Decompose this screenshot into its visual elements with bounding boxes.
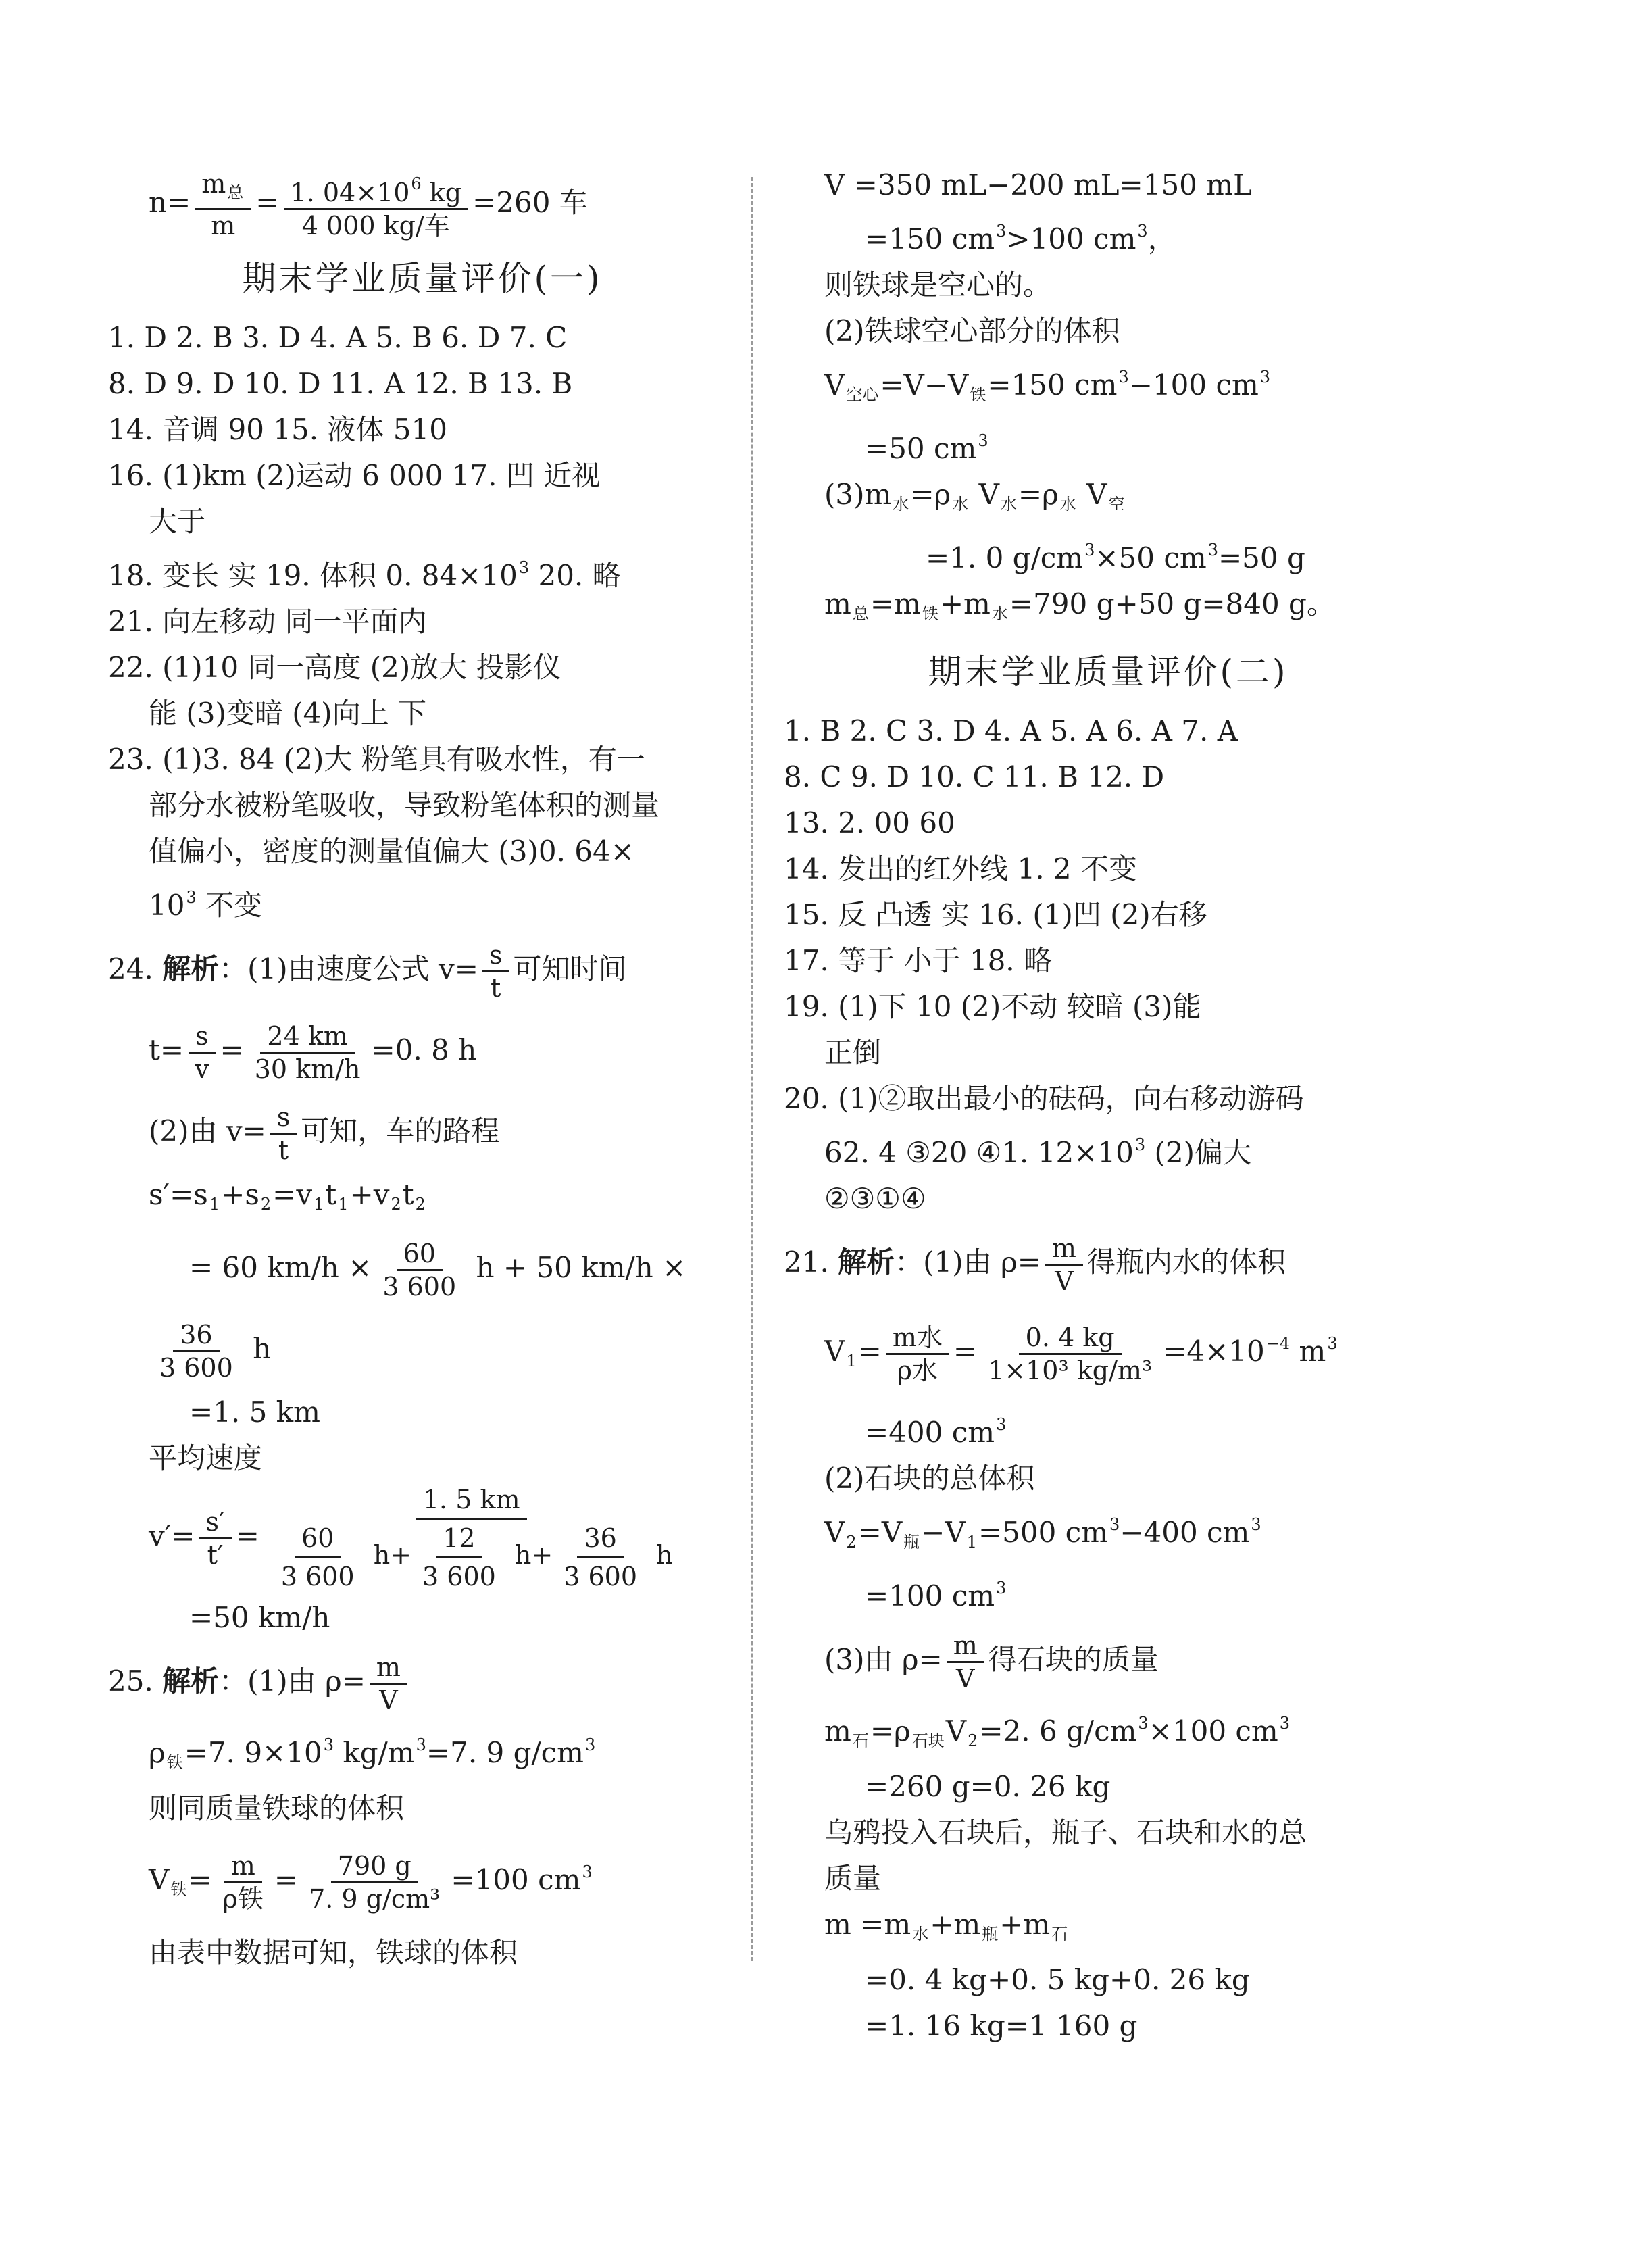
total-mass-label-cont: 质量 <box>824 1862 882 1895</box>
formula-distance: $s'=s_1+s_2=v_1t_1+v_2t_2$ <box>149 1178 426 1214</box>
total-mass: $m_总=m_铁+m_水=790$ g+50 g=840 g。 <box>824 587 1335 623</box>
answers-16-17: 16. (1)km (2)运动 6 000 17. 凹 近视 <box>108 459 601 492</box>
stone-volume-label: (2)石块的总体积 <box>824 1462 1035 1495</box>
formula-water-mass: $(3)m_水=\rho_水$ $V_水=\rho_水$ $V_空$ <box>824 478 1125 514</box>
formula-distance-calc-cont: $\frac{36}{3 600}$ h <box>159 1319 272 1383</box>
answer2-14: 14. 发出的红外线 1. 2 不变 <box>784 852 1137 885</box>
table-data-line: 由表中数据可知，铁球的体积 <box>149 1936 518 1969</box>
answer2-13: 13. 2. 00 60 <box>784 806 955 839</box>
formula-stone-volume: $V_2=V_瓶-V_1=500$ $cm^3-400$ $cm^3$ <box>824 1515 1261 1552</box>
answers-18-20: 18. 变长 实 19. 体积 0. $84\times 10^3$ 20. 略 <box>108 558 621 592</box>
answer2-20-cont: 62. 4 ③20 ④1. $12\times 10^3$ (2)偏大 <box>824 1135 1251 1169</box>
hollow-volume-result: =50 $cm^3$ <box>865 431 988 465</box>
answer-17-cont: 大于 <box>149 505 206 538</box>
answer-23-cont-2: 值偏小，密度的测量值偏大 (3)0. 64× <box>149 835 634 868</box>
iron-volume-label: 则同质量铁球的体积 <box>149 1791 405 1825</box>
hollow-volume-label: (2)铁球空心部分的体积 <box>824 314 1120 347</box>
answer-24-part2: (2)由 v= $\frac{s}{t}$ 可知，车的路程 <box>149 1102 500 1165</box>
answer-23-cont-3: $10^3$ 不变 <box>149 888 263 922</box>
water-mass-result: =1. 0 $g/cm^3\times 50$ $cm^3=50$ g <box>926 541 1305 574</box>
stone-volume-result: =100 $cm^3$ <box>865 1579 1007 1612</box>
answers-1-7: 1. D 2. B 3. D 4. A 5. B 6. D 7. C <box>108 321 568 354</box>
stone-mass-result: =260 g=0. 26 kg <box>865 1770 1111 1803</box>
formula-total-mass: $m =m_水+m_瓶+m_石$ <box>824 1908 1068 1944</box>
formula-iron-volume: $V_铁=$ $\frac{m}{\text{ρ铁}}$ = $\frac{790 g}{\text{7. 9 g/cm³}}$ =100 $cm^3$ <box>149 1850 593 1914</box>
answer-22: 22. (1)10 同一高度 (2)放大 投影仪 <box>108 651 561 684</box>
answer2-20: 20. (1)②取出最小的砝码，向右移动游码 <box>784 1082 1304 1115</box>
average-speed-label: 平均速度 <box>149 1441 263 1475</box>
answer-23-cont-1: 部分水被粉笔吸收，导致粉笔体积的测量 <box>149 789 660 822</box>
answer-21: 21. 向左移动 同一平面内 <box>108 605 427 638</box>
average-speed-result: =50 km/h <box>189 1601 330 1634</box>
hollow-conclusion: 则铁球是空心的。 <box>824 268 1052 301</box>
formula-distance-calc: = 60 km/h × $\frac{60}{3 600}$ h + 50 km/h × <box>189 1238 686 1302</box>
density-iron: $\rho_铁=7$. $9\times 10^3$ $kg/m^3=7$. 9 $g/cm^3$ <box>149 1735 596 1772</box>
answers-14-15: 14. 音调 90 15. 液体 510 <box>108 413 447 446</box>
answers-8-13: 8. D 9. D 10. D 11. A 12. B 13. B <box>108 367 573 400</box>
water-volume-result: =400 $cm^3$ <box>865 1415 1007 1449</box>
left-column <box>108 162 736 1976</box>
answer-25-heading: 25. 解析：(1)由 ρ= $\frac{m}{V}$ <box>108 1641 736 1722</box>
total-mass-label: 乌鸦投入石块后，瓶子、石块和水的总 <box>824 1816 1307 1849</box>
formula-water-volume: $V_1=$ $\frac{\text{m水}}{\text{ρ水}}$ = $\frac{0. 4 kg}{\text{1×10³ kg/m³}}$ $=4\times 10^{-4}$ $m^3$ <box>824 1322 1338 1385</box>
answers2-15-16: 15. 反 凸透 实 16. (1)凹 (2)右移 <box>784 898 1207 931</box>
column-divider <box>751 177 753 1961</box>
volume-diff: V =350 mL−200 mL=150 mL <box>824 168 1252 201</box>
formula-hollow-volume: $V_{空心}=V-V_铁=150$ $cm^3-100$ $cm^3$ <box>824 368 1271 404</box>
formula-n: n= $\frac{m_总}{m}$ = $\frac{1. 04\times 10^6 kg}{\text{4 000 kg/车}}$ =260 车 <box>149 169 588 241</box>
section-title-2: 期末学业质量评价(二) <box>928 652 1288 691</box>
answer-24-heading: 24. 解析：(1)由速度公式 v= $\frac{s}{t}$ 可知时间 <box>108 939 627 1003</box>
answers2-17-18: 17. 等于 小于 18. 略 <box>784 944 1052 977</box>
distance-result: =1. 5 km <box>189 1395 320 1429</box>
answer2-20-order: ②③①④ <box>824 1182 926 1215</box>
right-column <box>784 162 1432 2049</box>
answer2-19: 19. (1)下 10 (2)不动 较暗 (3)能 <box>784 990 1201 1023</box>
answer2-21-heading: 21. 解析：(1)由 ρ= $\frac{m}{V}$ 得瓶内水的体积 <box>784 1233 1286 1296</box>
volume-compare: =150 $cm^3>100$ $cm^3$， <box>865 222 1176 255</box>
formula-stone-mass: $m_石=\rho_{石块}V_2=2$. 6 $g/cm^3\times 100$ $cm^3$ <box>824 1714 1291 1750</box>
stone-mass-label: (3)由 ρ= $\frac{m}{V}$ 得石块的质量 <box>824 1630 1159 1694</box>
section-title-1: 期末学业质量评价(一) <box>242 259 603 298</box>
answers2-8-12: 8. C 9. D 10. C 11. B 12. D <box>784 760 1165 793</box>
total-mass-sum: =0. 4 kg+0. 5 kg+0. 26 kg <box>865 1963 1250 1996</box>
formula-time: t= $\frac{s}{v}$ = $\frac{24 km}{30 km/h}$ =0. 8 h <box>149 1020 477 1084</box>
answer2-19-cont: 正倒 <box>824 1036 882 1069</box>
answer-22-cont: 能 (3)变暗 (4)向上 下 <box>149 697 427 730</box>
answers2-1-7: 1. B 2. C 3. D 4. A 5. A 6. A 7. A <box>784 714 1238 747</box>
answer-23: 23. (1)3. 84 (2)大 粉笔具有吸水性，有一 <box>108 743 645 776</box>
formula-average-speed: v′= $\frac{s'}{t'}$ = 1. 5 km $\frac{60}{3 600}$ h+ $\frac{12}{3 600}$ h+ $\frac{36}{3 600}$ h <box>108 1481 736 1595</box>
total-mass-result: =1. 16 kg=1 160 g <box>865 2009 1138 2042</box>
